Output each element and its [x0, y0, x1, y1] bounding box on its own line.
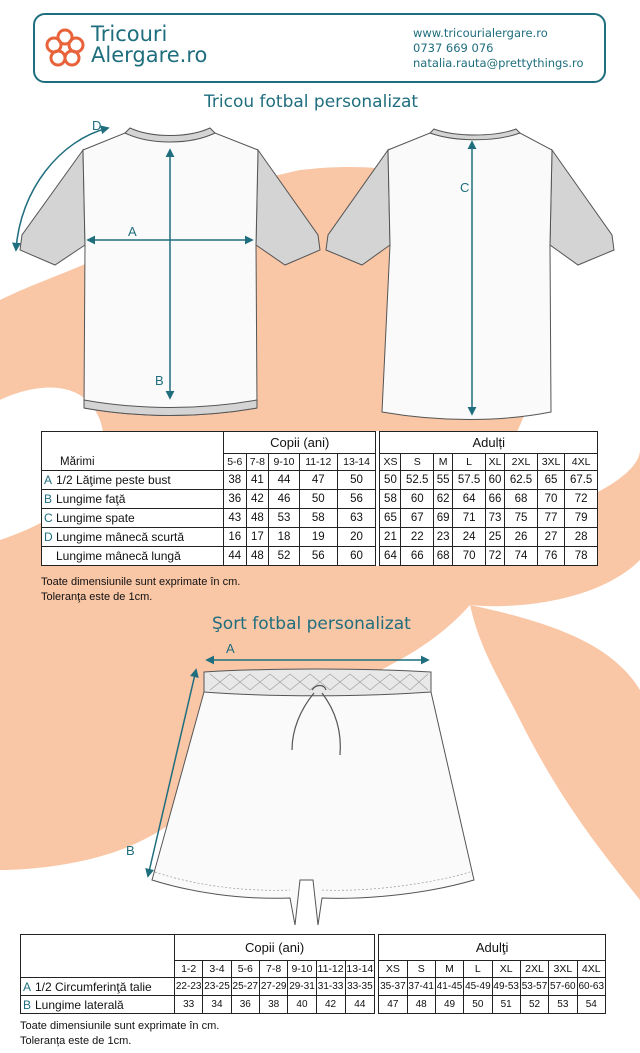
- table-cell-kids: 63: [337, 509, 376, 528]
- shirt-back-right-sleeve: [550, 150, 614, 265]
- measurement-label: [42, 547, 224, 566]
- table-cell-kids: 34: [203, 996, 231, 1014]
- size-header-kids: 7-8: [259, 961, 287, 978]
- size-header-kids: 9-10: [288, 961, 316, 978]
- table-cell-adults: 69: [434, 509, 453, 528]
- shirt-label-a: A: [128, 224, 137, 239]
- table-cell-adults: 66: [401, 547, 434, 566]
- table-cell-kids: 48: [246, 509, 269, 528]
- size-header-adults: 2XL: [520, 961, 548, 978]
- table-cell-kids: 44: [224, 547, 247, 566]
- table-cell-kids: 18: [269, 528, 300, 547]
- shirt-label-b: B: [155, 373, 164, 388]
- table-cell-adults: 41-45: [435, 978, 463, 996]
- table-cell-adults: 49: [435, 996, 463, 1014]
- measurement-name: Lungime mânecă scurtă: [56, 530, 185, 544]
- table-cell-adults: 62.5: [505, 471, 538, 490]
- table-cell-adults: 48: [407, 996, 435, 1014]
- table-cell-kids: 41: [246, 471, 269, 490]
- table-cell-kids: 38: [259, 996, 287, 1014]
- shirt-note-tolerance: Toleranţa este de 1cm.: [41, 591, 153, 603]
- measurement-letter: B: [44, 492, 53, 506]
- table-cell-kids: 25-27: [231, 978, 259, 996]
- table-cell-adults: 70: [537, 490, 564, 509]
- table-cell-adults: 37-41: [407, 978, 435, 996]
- table-cell-adults: 65: [380, 509, 401, 528]
- shorts-drawing: [148, 660, 474, 925]
- table-row: [42, 490, 598, 509]
- table-cell-adults: 35-37: [379, 978, 407, 996]
- measurement-label: [42, 528, 224, 547]
- shirt-back-body: [382, 133, 552, 420]
- measurement-name: Lungime spate: [56, 511, 135, 525]
- adults-group-header: Adulţi: [379, 935, 606, 961]
- shorts-note-tolerance: Toleranța este de 1cm.: [20, 1035, 132, 1047]
- table-cell-kids: 50: [299, 490, 337, 509]
- table-cell-adults: 50: [464, 996, 492, 1014]
- table-cell-adults: 51: [492, 996, 520, 1014]
- size-header-adults: 3XL: [549, 961, 577, 978]
- table-cell-adults: 53: [549, 996, 577, 1014]
- table-cell-kids: 56: [299, 547, 337, 566]
- table-cell-kids: 44: [269, 471, 300, 490]
- table-cell-adults: 64: [380, 547, 401, 566]
- size-header-kids: 13-14: [345, 961, 375, 978]
- table-cell-adults: 78: [565, 547, 598, 566]
- table-cell-adults: 60: [485, 471, 504, 490]
- table-cell-adults: 55: [434, 471, 453, 490]
- shirt-front-right-sleeve: [256, 150, 320, 265]
- size-header-adults: XL: [492, 961, 520, 978]
- size-header-adults: XS: [379, 961, 407, 978]
- measurement-letter: D: [44, 530, 53, 544]
- size-header-adults: XS: [380, 454, 401, 471]
- table-cell-adults: 23: [434, 528, 453, 547]
- shirt-label-c: C: [460, 180, 470, 195]
- measurement-label: [42, 490, 224, 509]
- table-cell-kids: 16: [224, 528, 247, 547]
- measurement-letter: A: [44, 473, 53, 487]
- measurement-name: Lungime mânecă lungă: [56, 549, 181, 563]
- measurement-label: [21, 978, 175, 996]
- size-header-kids: 3-4: [203, 961, 231, 978]
- shorts-title: Şort fotbal personalizat: [212, 614, 411, 634]
- measurement-name: Lungime faţă: [56, 492, 126, 506]
- table-cell-kids: 22-23: [175, 978, 203, 996]
- measurement-name: 1/2 Lăţime peste bust: [56, 473, 171, 487]
- size-header-kids: 11-12: [316, 961, 345, 978]
- shorts-size-table: [20, 934, 606, 1014]
- table-cell-adults: 50: [380, 471, 401, 490]
- table-cell-kids: 36: [224, 490, 247, 509]
- size-header-kids: 5-6: [224, 454, 247, 471]
- shorts-body: [152, 692, 474, 925]
- table-cell-kids: 17: [246, 528, 269, 547]
- shirt-back-left-sleeve: [326, 150, 390, 265]
- phone-number: 0737 669 076: [413, 41, 494, 55]
- size-header-adults: S: [407, 961, 435, 978]
- table-cell-adults: 49-53: [492, 978, 520, 996]
- table-cell-adults: 70: [453, 547, 486, 566]
- table-cell-adults: 57.5: [453, 471, 486, 490]
- table-cell-adults: 66: [485, 490, 504, 509]
- measurement-letter: C: [44, 511, 53, 525]
- table-cell-adults: 52.5: [401, 471, 434, 490]
- table-cell-kids: 47: [299, 471, 337, 490]
- table-cell-adults: 60: [401, 490, 434, 509]
- table-cell-adults: 27: [537, 528, 564, 547]
- table-row: [21, 978, 606, 996]
- table-cell-adults: 54: [577, 996, 606, 1014]
- size-header-adults: 4XL: [565, 454, 598, 471]
- shorts-waistband: [204, 669, 431, 696]
- table-cell-kids: 44: [345, 996, 375, 1014]
- shirt-title: Tricou fotbal personalizat: [204, 92, 419, 112]
- table-cell-adults: 73: [485, 509, 504, 528]
- size-header-adults: XL: [485, 454, 504, 471]
- size-header-adults: 2XL: [505, 454, 538, 471]
- measurement-letter: B: [23, 997, 32, 1012]
- measurement-name: Lungime laterală: [35, 997, 124, 1012]
- table-cell-kids: 33-35: [345, 978, 375, 996]
- measurement-letter: A: [23, 979, 32, 994]
- table-row: [42, 471, 598, 490]
- table-cell-kids: 31-33: [316, 978, 345, 996]
- table-cell-adults: 53-57: [520, 978, 548, 996]
- measurement-label: [42, 471, 224, 490]
- shorts-note-units: Toate dimensiunile sunt exprimate în cm.: [20, 1020, 220, 1032]
- table-row: [42, 547, 598, 566]
- shirt-size-table: [41, 431, 598, 566]
- kids-group-header: Copii (ani): [175, 935, 375, 961]
- table-cell-kids: 40: [288, 996, 316, 1014]
- table-cell-kids: 38: [224, 471, 247, 490]
- size-header-kids: 1-2: [175, 961, 203, 978]
- size-header-adults: L: [464, 961, 492, 978]
- size-header-adults: L: [453, 454, 486, 471]
- table-cell-kids: 36: [231, 996, 259, 1014]
- kids-group-header: Copii (ani): [224, 432, 376, 454]
- table-cell-adults: 26: [505, 528, 538, 547]
- shorts-label-a: A: [226, 641, 235, 656]
- brand-line-1: Tricouri: [91, 22, 168, 46]
- table-cell-kids: 27-29: [259, 978, 287, 996]
- table-corner: [21, 935, 175, 961]
- table-cell-adults: 72: [485, 547, 504, 566]
- table-cell-kids: 23-25: [203, 978, 231, 996]
- measurement-name: 1/2 Circumferinţă talie: [35, 979, 152, 994]
- table-row: [21, 996, 606, 1014]
- table-cell-adults: 74: [505, 547, 538, 566]
- table-row: [42, 509, 598, 528]
- table-cell-adults: 71: [453, 509, 486, 528]
- table-cell-adults: 75: [505, 509, 538, 528]
- size-row-label: Mărimi: [42, 454, 224, 471]
- size-header-adults: 4XL: [577, 961, 606, 978]
- email-link[interactable]: natalia.rauta@prettythings.ro: [413, 56, 584, 70]
- table-cell-adults: 21: [380, 528, 401, 547]
- table-cell-adults: 67.5: [565, 471, 598, 490]
- table-cell-adults: 28: [565, 528, 598, 547]
- table-corner: [42, 432, 224, 454]
- table-cell-kids: 48: [246, 547, 269, 566]
- table-row: [42, 528, 598, 547]
- shirt-note-units: Toate dimensiunile sunt exprimate în cm.: [41, 576, 241, 588]
- size-header-kids: 11-12: [299, 454, 337, 471]
- table-cell-adults: 79: [565, 509, 598, 528]
- shirt-label-d: D: [92, 118, 102, 133]
- measurement-label: [42, 509, 224, 528]
- shirt-front-drawing: [16, 128, 320, 416]
- table-cell-adults: 25: [485, 528, 504, 547]
- shirt-front-left-sleeve: [20, 150, 85, 265]
- size-row-label: [21, 961, 175, 978]
- table-cell-kids: 29-31: [288, 978, 316, 996]
- table-cell-kids: 46: [269, 490, 300, 509]
- size-header-kids: 7-8: [246, 454, 269, 471]
- table-cell-adults: 62: [434, 490, 453, 509]
- table-cell-adults: 76: [537, 547, 564, 566]
- table-cell-kids: 42: [316, 996, 345, 1014]
- table-cell-kids: 56: [337, 490, 376, 509]
- table-cell-kids: 58: [299, 509, 337, 528]
- size-header-adults: M: [435, 961, 463, 978]
- size-header-kids: 5-6: [231, 961, 259, 978]
- table-cell-adults: 65: [537, 471, 564, 490]
- website-link[interactable]: www.tricourialergare.ro: [413, 26, 548, 40]
- shorts-label-b: B: [126, 843, 135, 858]
- brand-line-2: Alergare.ro: [91, 43, 208, 67]
- table-cell-adults: 72: [565, 490, 598, 509]
- table-cell-kids: 60: [337, 547, 376, 566]
- size-header-kids: 13-14: [337, 454, 376, 471]
- table-cell-kids: 19: [299, 528, 337, 547]
- table-cell-adults: 22: [401, 528, 434, 547]
- table-cell-adults: 57-60: [549, 978, 577, 996]
- table-cell-adults: 45-49: [464, 978, 492, 996]
- table-cell-adults: 67: [401, 509, 434, 528]
- shirt-back-drawing: [326, 129, 614, 420]
- table-cell-adults: 68: [434, 547, 453, 566]
- table-cell-kids: 33: [175, 996, 203, 1014]
- adults-group-header: Adulți: [380, 432, 598, 454]
- table-cell-adults: 24: [453, 528, 486, 547]
- table-cell-adults: 60-63: [577, 978, 606, 996]
- size-header-adults: 3XL: [537, 454, 564, 471]
- size-header-adults: M: [434, 454, 453, 471]
- table-cell-adults: 58: [380, 490, 401, 509]
- table-cell-adults: 64: [453, 490, 486, 509]
- table-cell-kids: 50: [337, 471, 376, 490]
- table-cell-kids: 20: [337, 528, 376, 547]
- table-cell-adults: 47: [379, 996, 407, 1014]
- table-cell-kids: 42: [246, 490, 269, 509]
- table-cell-kids: 53: [269, 509, 300, 528]
- table-cell-adults: 68: [505, 490, 538, 509]
- size-header-adults: S: [401, 454, 434, 471]
- table-cell-adults: 77: [537, 509, 564, 528]
- table-cell-kids: 52: [269, 547, 300, 566]
- table-cell-adults: 52: [520, 996, 548, 1014]
- measurement-label: [21, 996, 175, 1014]
- size-header-kids: 9-10: [269, 454, 300, 471]
- table-cell-kids: 43: [224, 509, 247, 528]
